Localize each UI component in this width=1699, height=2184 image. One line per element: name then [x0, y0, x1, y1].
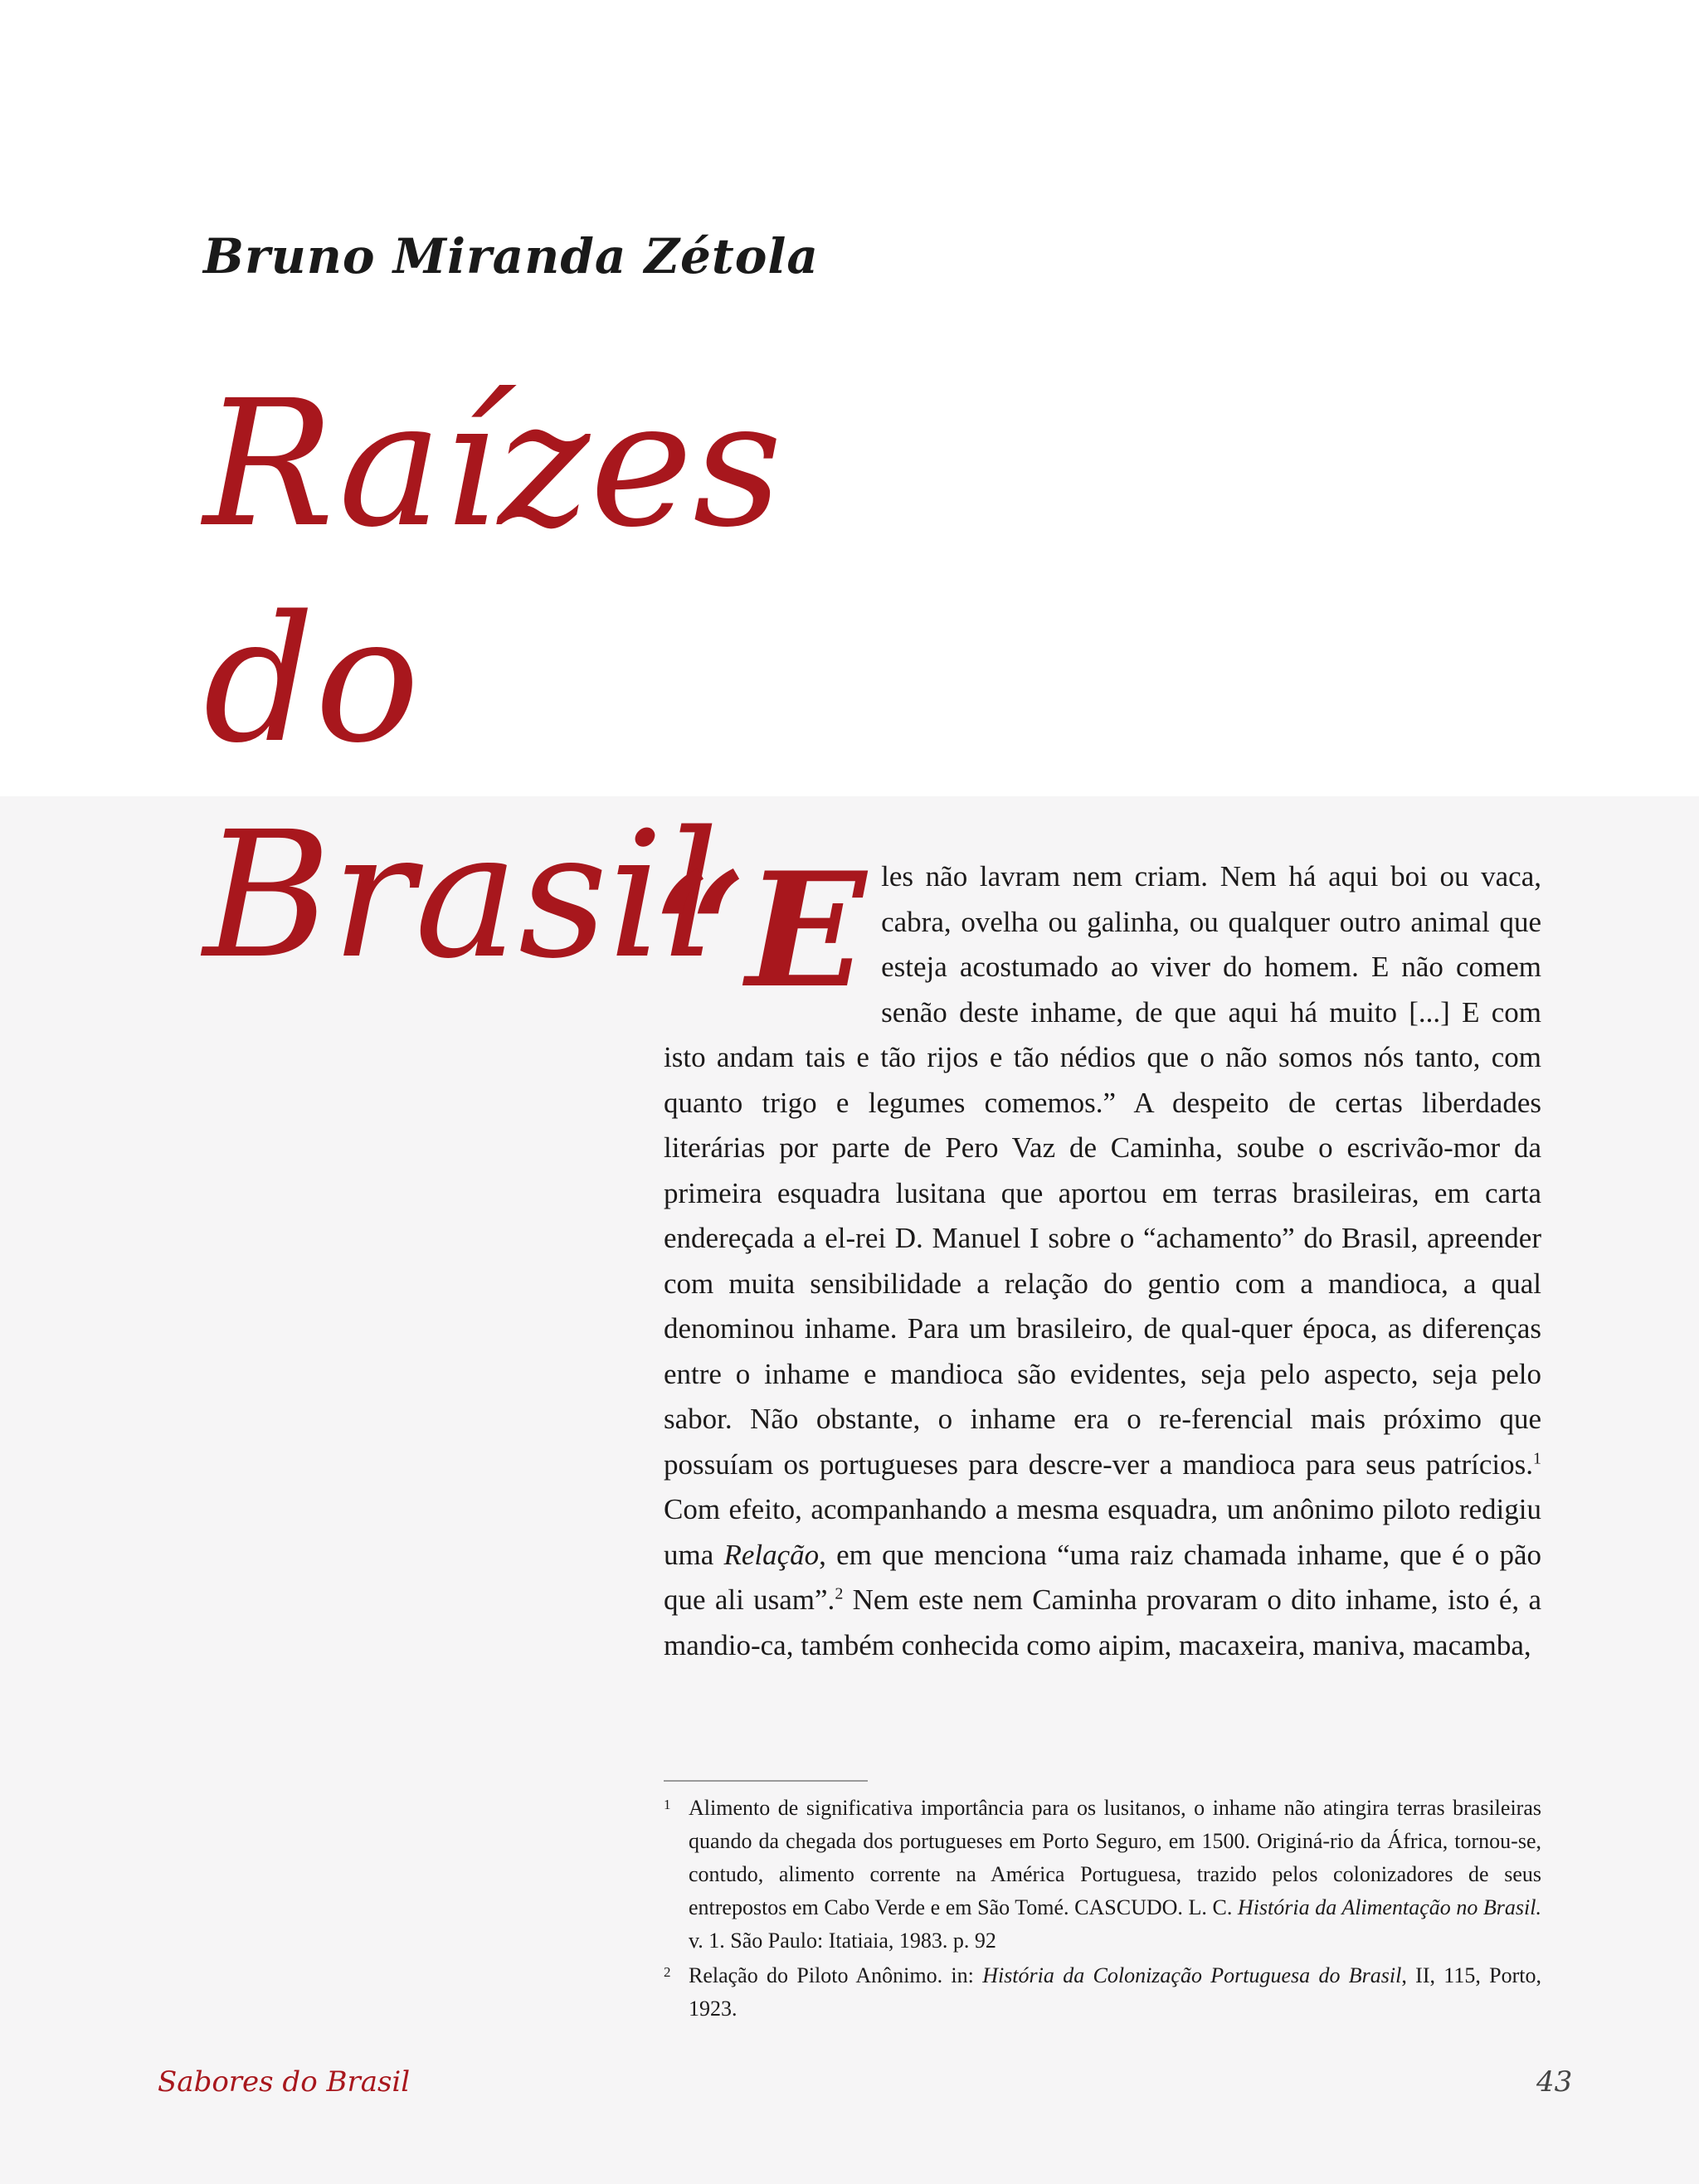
- footnote-italic: História da Colonização Portuguesa do Brasil: [982, 1963, 1402, 1987]
- footnote-number: 1: [664, 1797, 671, 1812]
- article-body: [655, 838, 1542, 1668]
- body-text-part: les não lavram nem criam. Nem há aqui boi ou vaca, cabra, ovelha ou galinha, ou qualquer outro animal que esteja acostumado ao viver do homem. E não comem senão deste inhame, de que aqui há muito [...] E com isto andam tais e tão rijos e tão nédios que o não somos nós tanto, com quanto trigo e legumes comemos.” A despeito de certas liberdades literárias por parte de Pero Vaz de Caminha, soube o escrivão-mor da primeira esquadra lusitana que aportou em terras brasileiras, em carta endereçada a el-rei D. Manuel I sobre o “achamento” do Brasil, apreender com muita sensibilidade a relação do gentio com a mandioca, a qual denominou inhame. Para um brasileiro, de qual-quer época, as diferenças entre o inhame e mandioca são evidentes, seja pelo aspecto, seja pelo sabor. Não obstante, o inhame era o re-ferencial mais próximo que possuíam os portugueses para descre-ver a mandioca para seus patrícios.: [664, 860, 1541, 1481]
- body-italic-relacao: Relação: [723, 1538, 820, 1571]
- footnote-ref-1: 1: [1533, 1448, 1541, 1467]
- drop-cap: “E: [655, 838, 867, 1023]
- footnote-text: , II, 115, Porto, 1923.: [689, 1963, 1542, 2021]
- footnote-number: 2: [664, 1964, 671, 1980]
- author-name: Bruno Miranda Zétola: [203, 228, 819, 285]
- title-line-2: Brasil: [203, 794, 720, 997]
- body-text-part: Com efeito, acompanhando a mesma esquadra, um anônimo piloto redigiu uma: [664, 1493, 1541, 1571]
- body-text-part: Nem este nem Caminha provaram o dito inhame, isto é, a mandio-ca, também conhecida como aipim, macaxeira, maniva, macamba,: [664, 1583, 1542, 1661]
- footnote-1: [664, 1792, 1541, 1958]
- footnote-text: Alimento de significativa importância para os lusitanos, o inhame não atingira terras brasileiras quando da chegada dos portugueses em Porto Seguro, em 1500. Originá-rio da África, tornou-se, contudo, alimento corrente na América Portuguesa, trazido pelos colonizadores de seus entrepostos em Cabo Verde e em São Tomé. CASCUDO. L. C.: [689, 1796, 1541, 1919]
- footnote-divider: [664, 1780, 868, 1782]
- footnote-2: [664, 1959, 1541, 2026]
- body-text-part: , em que menciona “uma raiz chamada inhame, que é o pão que ali usam”.: [664, 1538, 1541, 1616]
- publication-name: Sabores do Brasil: [158, 2065, 411, 2099]
- title-line-1: Raízes do: [203, 362, 782, 781]
- footnote-text: Relação do Piloto Anônimo. in:: [689, 1963, 983, 1987]
- footnote-italic: História da Alimentação no Brasil.: [1237, 1895, 1541, 1919]
- footnote-ref-2: 2: [835, 1584, 844, 1603]
- page-number: 43: [1536, 2065, 1573, 2099]
- footnote-text: v. 1. São Paulo: Itatiaia, 1983. p. 92: [689, 1929, 996, 1953]
- footnotes: [664, 1792, 1541, 2027]
